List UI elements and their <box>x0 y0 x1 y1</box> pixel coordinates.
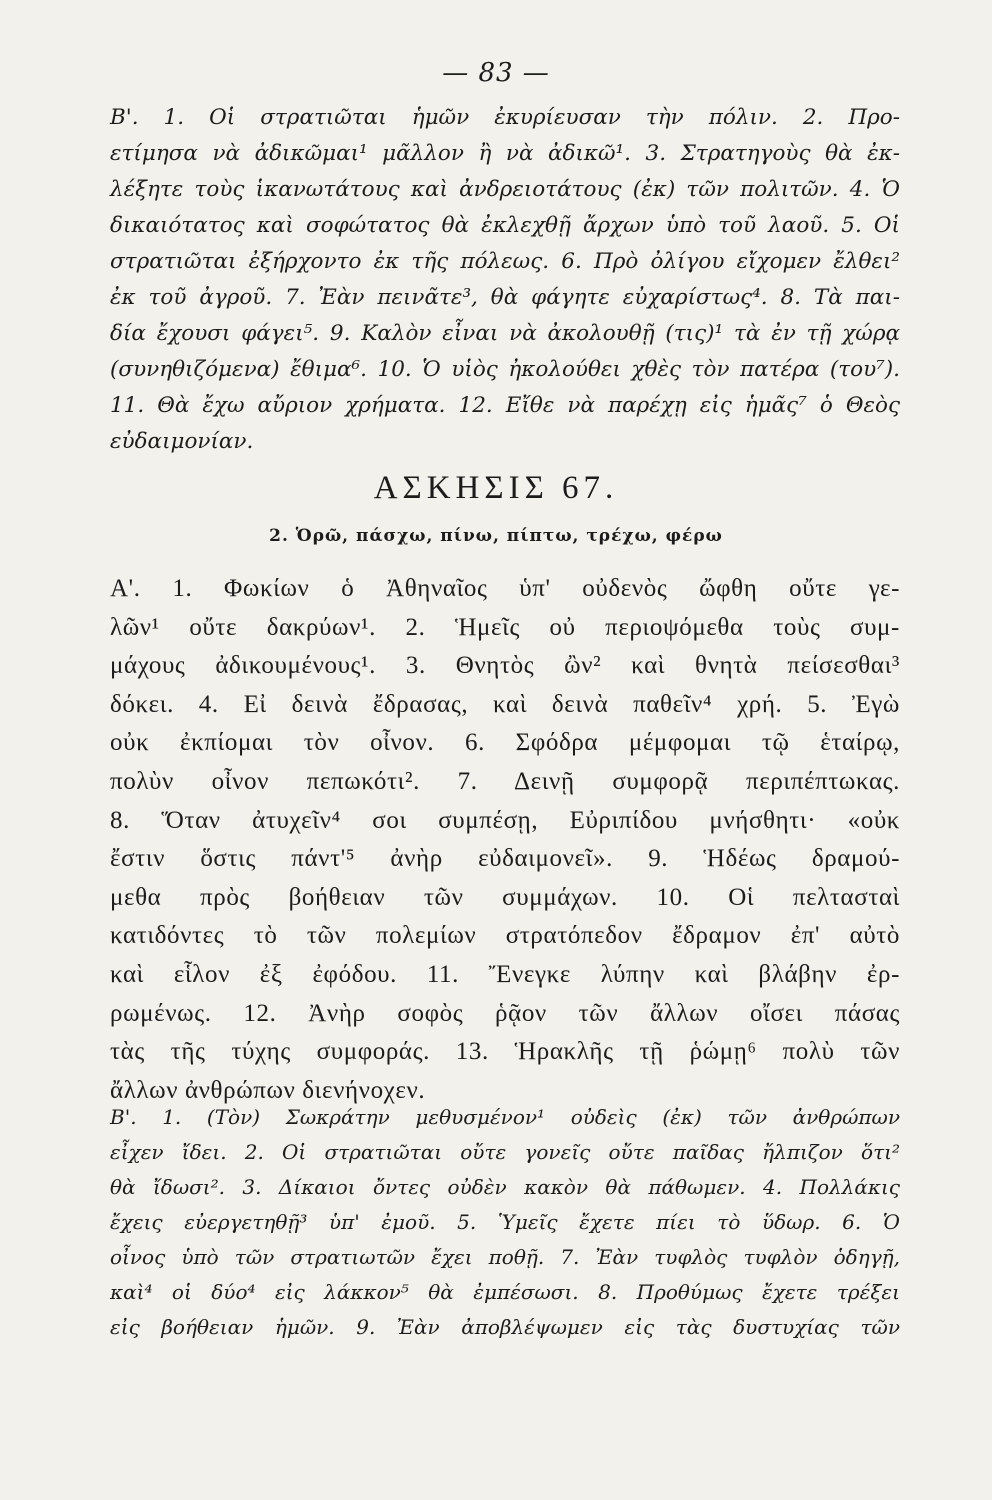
section-b1-text <box>110 100 900 460</box>
text-line: εἶχεν ἴδει. 2. Οἱ στρατιῶται οὔτε γονεῖς οὔτε παῖδας ἤλπιζον ὅτι² <box>110 1140 900 1164</box>
text-line: καὶ εἷλον ἐξ ἐφόδου. 11. Ἔνεγκε λύπην καὶ βλάβην ἐρ- <box>110 960 900 988</box>
page-number: — 83 — <box>442 58 550 88</box>
text-line: Α'. 1. Φωκίων ὁ Ἀθηναῖος ὑπ' οὐδενὸς ὤφθη οὔτε γε- <box>110 575 900 602</box>
text-line: ἔχεις εὐεργετηθῇ³ ὑπ' ἐμοῦ. 5. Ὑμεῖς ἔχετε πίει τὸ ὕδωρ. 6. Ὁ <box>110 1210 900 1234</box>
text-line: ἐκ τοῦ ἀγροῦ. 7. Ἐὰν πεινᾶτε³, θὰ φάγητε εὐχαρίστως⁴. 8. Τὰ παι- <box>110 285 900 310</box>
text-line: πολὺν οἶνον πεπωκότι². 7. Δεινῇ συμφορᾷ περιπέπτωκας. <box>110 767 900 795</box>
text-line: ἔστιν ὅστις πάντ'⁵ ἀνὴρ εὐδαιμονεῖ». 9. Ἡδέως δραμού- <box>110 845 900 873</box>
text-line: στρατιῶται ἐξήρχοντο ἐκ τῆς πόλεως. 6. Πρὸ ὀλίγου εἴχομεν ἔλθει² <box>110 249 900 274</box>
text-line: μάχους ἀδικουμένους¹. 3. Θνητὸς ὢν² καὶ θνητὰ πείσεσθαι³ <box>110 652 900 680</box>
text-line: ετίμησα νὰ ἀδικῶμαι¹ μᾶλλον ἢ νὰ ἀδικῶ¹. 3. Στρατηγοὺς θὰ ἐκ- <box>110 141 900 166</box>
text-line: οὐκ ἐκπίομαι τὸν οἶνον. 6. Σφόδρα μέμφομαι τῷ ἑταίρῳ, <box>110 729 900 757</box>
text-line: καὶ⁴ οἱ δύο⁴ εἰς λάκκον⁵ θὰ ἐμπέσωσι. 8. Προθύμως ἔχετε τρέξει <box>110 1280 900 1304</box>
section-a-text <box>110 570 900 1110</box>
exercise-subtitle: 2. Ὁρῶ, πάσχω, πίνω, πίπτω, τρέχω, φέρω <box>269 526 723 546</box>
text-line: ρωμένως. 12. Ἀνὴρ σοφὸς ῥᾷον τῶν ἄλλων οἴσει πάσας <box>110 999 900 1027</box>
text-line: 11. Θὰ ἔχω αὔριον χρήματα. 12. Εἴθε νὰ παρέχῃ εἰς ἡμᾶς⁷ ὁ Θεὸς <box>110 393 900 418</box>
section-b2-text <box>110 1100 900 1345</box>
text-line: δία ἔχουσι φάγει⁵. 9. Καλὸν εἶναι νὰ ἀκολουθῇ (τις)¹ τὰ ἐν τῇ χώρᾳ <box>110 321 900 346</box>
text-line: μεθα πρὸς βοήθειαν τῶν συμμάχων. 10. Οἱ πελτασταὶ <box>110 883 900 911</box>
text-line: Β'. 1. Οἱ στρατιῶται ἡμῶν ἐκυρίευσαν τὴν πόλιν. 2. Προ- <box>110 105 900 130</box>
text-line: εὐδαιμονίαν. <box>110 429 254 454</box>
text-line: δικαιότατος καὶ σοφώτατος θὰ ἐκλεχθῇ ἄρχων ὑπὸ τοῦ λαοῦ. 5. Οἱ <box>110 213 900 238</box>
text-line: 8. Ὅταν ἀτυχεῖν⁴ σοι συμπέσῃ, Εὐριπίδου μνήσθητι· «οὐκ <box>110 806 900 834</box>
text-line: εἰς βοήθειαν ἡμῶν. 9. Ἐὰν ἀποβλέψωμεν εἰς τὰς δυστυχίας τῶν <box>110 1315 900 1339</box>
text-line: Β'. 1. (Τὸν) Σωκράτην μεθυσμένον¹ οὐδεὶς (ἐκ) τῶν ἀνθρώπων <box>110 1105 900 1129</box>
text-line: (συνηθιζόμενα) ἔθιμα⁶. 10. Ὁ υἱὸς ἠκολούθει χθὲς τὸν πατέρα (του⁷). <box>110 357 900 382</box>
text-line: λῶν¹ οὔτε δακρύων¹. 2. Ἡμεῖς οὐ περιοψόμεθα τοὺς συμ- <box>110 613 900 641</box>
text-line: λέξητε τοὺς ἱκανωτάτους καὶ ἀνδρειοτάτους (ἐκ) τῶν πολιτῶν. 4. Ὁ <box>110 177 900 202</box>
text-line: θὰ ἴδωσι². 3. Δίκαιοι ὄντες οὐδὲν κακὸν θὰ πάθωμεν. 4. Πολλάκις <box>110 1175 900 1199</box>
text-line: οἶνος ὑπὸ τῶν στρατιωτῶν ἔχει ποθῇ. 7. Ἐὰν τυφλὸς τυφλὸν ὁδηγῇ, <box>110 1245 900 1269</box>
exercise-title: ΑΣΚΗΣΙΣ 67. <box>373 470 619 506</box>
text-line: ἄλλων ἀνθρώπων διενήνοχεν. <box>110 1076 426 1104</box>
text-line: κατιδόντες τὸ τῶν πολεμίων στρατόπεδον ἔδραμον ἐπ' αὐτὸ <box>110 922 900 950</box>
text-line: δόκει. 4. Εἰ δεινὰ ἔδρασας, καὶ δεινὰ παθεῖν⁴ χρή. 5. Ἐγὼ <box>110 690 900 718</box>
text-line: τὰς τῆς τύχης συμφοράς. 13. Ἡρακλῆς τῇ ῥώμῃ⁶ πολὺ τῶν <box>110 1038 900 1066</box>
